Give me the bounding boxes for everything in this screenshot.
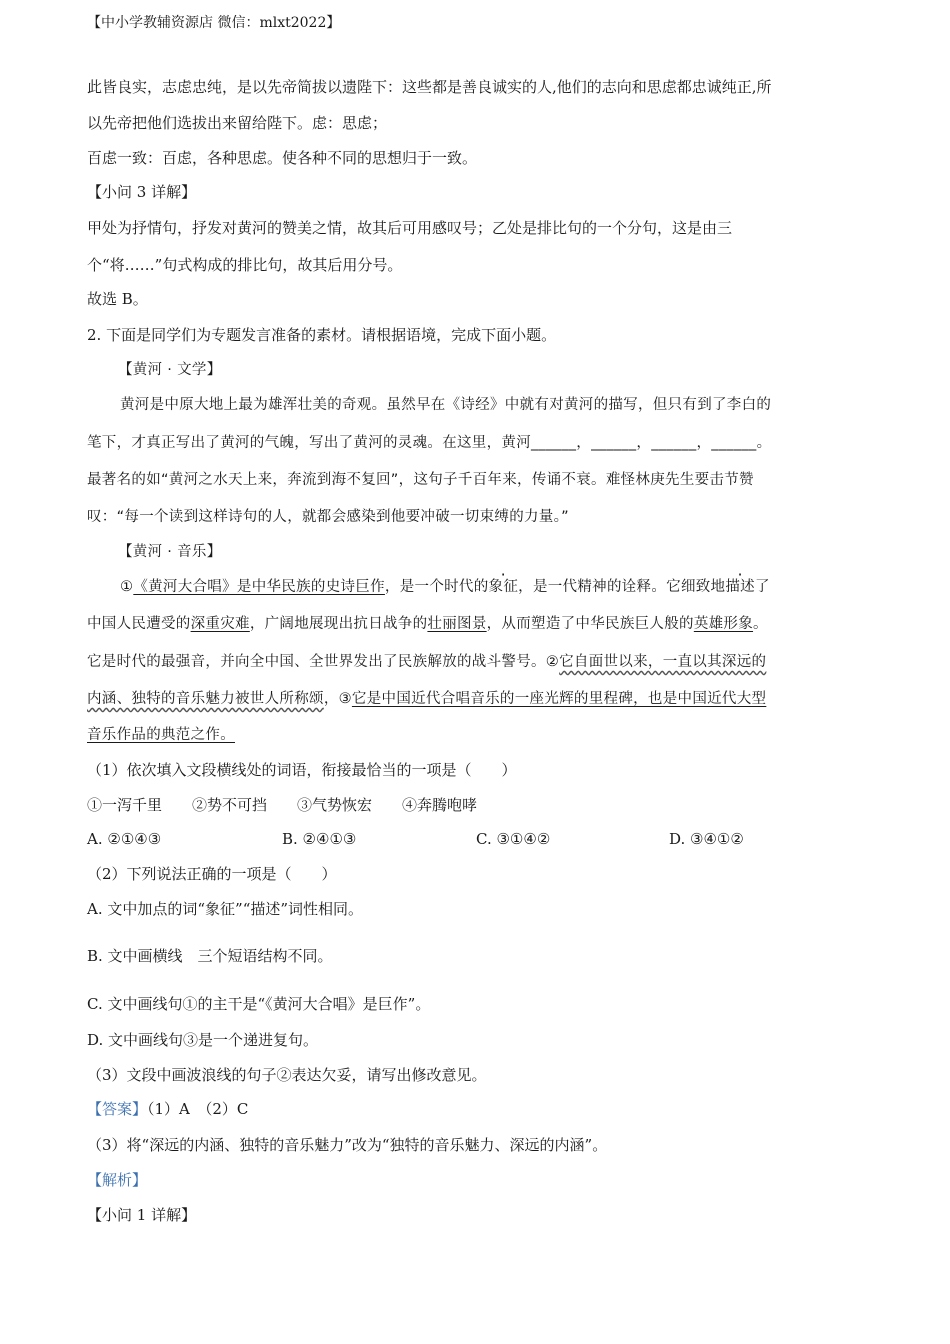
page-header: 【中小学教辅资源店 微信：mlxt2022】 <box>87 15 341 31</box>
text-span: 它是时代的最强音，并向全中国、全世界发出了民族解放的战斗警号。② <box>87 654 560 670</box>
music-line <box>87 724 235 746</box>
text-line: 以先帝把他们选拔出来留给陛下。虑：思虑； <box>87 114 388 132</box>
dotted-word-miaoshu: 描述 <box>725 579 755 595</box>
underlined-sentence-3: 音乐作品的典范之作。 <box>87 727 235 743</box>
text-span: 中国人民遭受的 <box>87 616 191 632</box>
option-c: C. 文中画线句①的主干是“《黄河大合唱》是巨作”。 <box>87 995 431 1013</box>
text-line: 此皆良实，志虑忠纯，是以先帝简拔以遗陛下：这些都是善良诚实的人,他们的志向和思虑都忠诚纯正,所 <box>87 78 772 96</box>
question-intro: 2. 下面是同学们为专题发言准备的素材。请根据语境，完成下面小题。 <box>87 326 557 344</box>
question-2-stem: （2）下列说法正确的一项是（ ） <box>87 865 337 883</box>
music-line <box>87 613 768 635</box>
literature-line: 最著名的如“黄河之水天上来，奔流到海不复回”，这句子千百年来，传诵不衰。难怪林庚先生要击节赞 <box>87 472 754 488</box>
answer-label: 【答案】 <box>87 1100 148 1118</box>
option-a: A. ②①④③ <box>87 830 162 848</box>
text-span: ，是一个时代的 <box>384 579 489 595</box>
music-title: 【黄河 · 音乐】 <box>118 544 222 560</box>
text-line: 个“将……”句式构成的排比句，故其后用分号。 <box>87 256 403 274</box>
wavy-sentence-2: 内涵、独特的音乐魅力被世人所称颂 <box>87 691 324 707</box>
underlined-sentence-3: 它是中国近代合唱音乐的一座光辉的里程碑，也是中国近代大型 <box>351 691 767 707</box>
answer-text: （1）A （2）C <box>147 1100 249 1118</box>
music-line <box>87 651 766 673</box>
text-span: ，是一代精神的诠释。它细致地 <box>518 579 726 595</box>
text-span: ，广阔地展现出抗日战争的 <box>249 616 428 632</box>
option-b: B. ②④①③ <box>282 830 357 848</box>
music-line <box>120 576 770 598</box>
text-span: ，③ <box>323 691 352 707</box>
underlined-sentence-1: 《黄河大合唱》是中华民族的史诗巨作 <box>133 579 385 595</box>
question-1-choices: ①一泻千里 ②势不可挡 ③气势恢宏 ④奔腾咆哮 <box>87 796 478 814</box>
text-span: 了 <box>754 579 770 595</box>
option-b: B. 文中画横线 三个短语结构不同。 <box>87 947 333 965</box>
wavy-sentence-2: 它自面世以来，一直以其深远的 <box>559 654 767 670</box>
option-d: D. ③④①② <box>669 830 744 848</box>
text-line: 百虑一致：百虑，各种思虑。使各种不同的思想归于一致。 <box>87 149 478 167</box>
literature-line: 叹：“每一个读到这样诗句的人，就都会感染到他要冲破一切束缚的力量。” <box>87 509 569 525</box>
question-1-stem: （1）依次填入文段横线处的词语，衔接最恰当的一项是（ ） <box>87 761 517 779</box>
dotted-word-xiangzheng: 象征 <box>488 579 519 595</box>
section-heading: 【小问 3 详解】 <box>87 183 197 201</box>
option-a: A. 文中加点的词“象征”“描述”词性相同。 <box>87 900 364 918</box>
text-span: ，从而塑造了中华民族巨人般的 <box>486 616 694 632</box>
section-heading: 【小问 1 详解】 <box>87 1206 197 1224</box>
underlined-phrase: 壮丽图景 <box>427 616 487 632</box>
literature-line: 笔下，才真正写出了黄河的气魄，写出了黄河的灵魂。在这里，黄河______，______，______，______。 <box>87 435 772 451</box>
sentence-marker: ① <box>120 579 134 595</box>
underlined-phrase: 英雄形象 <box>693 616 754 632</box>
answer-line-2: （3）将“深远的内涵、独特的音乐魅力”改为“独特的音乐魅力、深远的内涵”。 <box>87 1136 608 1154</box>
analysis-label: 【解析】 <box>87 1171 148 1189</box>
question-3-stem: （3）文段中画波浪线的句子②表达欠妥，请写出修改意见。 <box>87 1066 487 1084</box>
literature-title: 【黄河 · 文学】 <box>118 362 222 378</box>
option-c: C. ③①④② <box>476 830 551 848</box>
text-line: 甲处为抒情句，抒发对黄河的赞美之情，故其后可用感叹号；乙处是排比句的一个分句，这是由三 <box>87 219 733 237</box>
literature-line: 黄河是中原大地上最为雄浑壮美的奇观。虽然早在《诗经》中就有对黄河的描写，但只有到了李白的 <box>120 397 772 413</box>
text-line: 故选 B。 <box>87 290 148 308</box>
answer-line <box>87 1098 248 1120</box>
underlined-phrase: 深重灾难 <box>190 616 250 632</box>
music-line <box>87 688 766 710</box>
text-span: 。 <box>753 616 768 632</box>
option-d: D. 文中画线句③是一个递进复句。 <box>87 1031 319 1049</box>
